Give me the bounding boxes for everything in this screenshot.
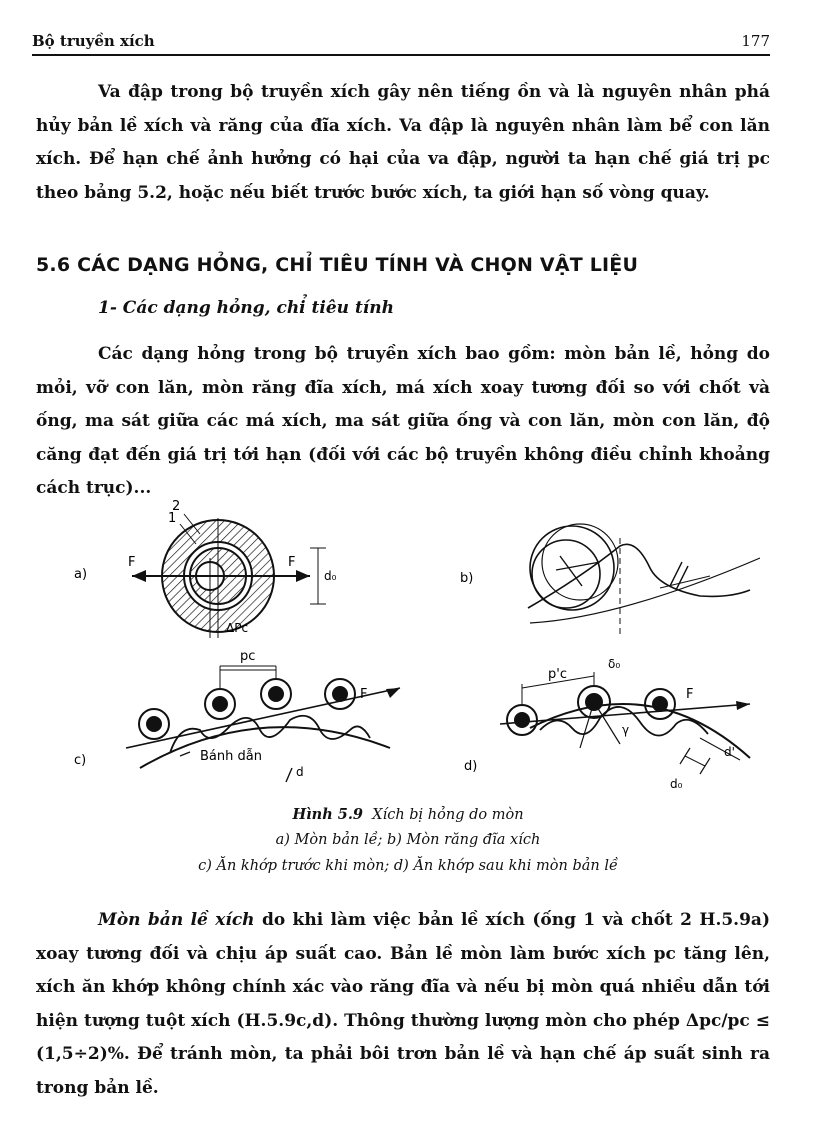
d-label-c: d <box>296 765 304 779</box>
figure-title: Xích bị hỏng do mòn <box>372 807 524 823</box>
section-heading: 5.6 CÁC DẠNG HỎNG, CHỈ TIÊU TÍNH VÀ CHỌN VẬT LIỆU <box>36 254 639 276</box>
driven-sprocket-label: Bánh dẫn <box>200 749 262 764</box>
hinge-wear-term: Mòn bản lề xích <box>98 910 255 930</box>
panel-b-drawing <box>528 524 760 638</box>
figure-5-9 <box>60 498 760 798</box>
page-number: 177 <box>741 32 770 50</box>
figure-caption-line2: a) Mòn bản lề; b) Mòn răng đĩa xích <box>275 832 541 848</box>
force-label-a-left: F <box>128 555 136 570</box>
panel-a-drawing <box>132 514 326 638</box>
failure-modes-paragraph <box>36 338 770 506</box>
panel-b-label: b) <box>460 571 474 586</box>
hinge-wear-text: do khi làm việc bản lề xích (ống 1 và chốt 2 H.5.9a) xoay tương đối và chịu áp suất cao. Bản lề mòn làm bước xích pc tăng lên, xích ăn khớp không chính xác vào răng đĩa và nếu bị mòn quá nhiều dẫn tới hiện tượng tuột xích (H.5.9c,d). Thông thường lượng mòn cho phép Δpc/pc ≤ (1,5÷2)%. Để tránh mòn, ta phải bôi trơn bản lề và hạn chế áp suất sinh ra trong bản lề. <box>36 910 770 1098</box>
d-prime-label: d' <box>724 745 735 759</box>
subsection-heading: 1- Các dạng hỏng, chỉ tiêu tính <box>98 298 394 318</box>
part-1-label: 1 <box>168 511 177 526</box>
intro-text: Va đập trong bộ truyền xích gây nên tiếng ồn và là nguyên nhân phá hủy bản lề xích và răng của đĩa xích. Va đập là nguyên nhân làm bể con lăn xích. Để hạn chế ảnh hưởng có hại của va đập, người ta hạn chế giá trị pc theo bảng 5.2, hoặc nếu biết trước bước xích, ta giới hạn số vòng quay. <box>36 82 770 203</box>
panel-d-label: d) <box>464 759 478 774</box>
gamma-label: γ <box>622 723 630 737</box>
page-header <box>32 30 770 56</box>
panel-c-drawing <box>126 666 400 782</box>
d0-prime-label: d₀ <box>670 777 683 791</box>
d0-label: d₀ <box>324 569 337 583</box>
hinge-wear-paragraph <box>36 904 770 1105</box>
figure-caption-line3: c) Ăn khớp trước khi mòn; d) Ăn khớp sau khi mòn bản lề <box>198 858 618 874</box>
figure-number: Hình 5.9 <box>292 806 364 823</box>
delta0-label: δ₀ <box>608 657 621 671</box>
part-2-label: 2 <box>172 499 181 514</box>
force-label-d: F <box>686 687 694 702</box>
failure-modes-text: Các dạng hỏng trong bộ truyền xích bao gồm: mòn bản lề, hỏng do mỏi, vỡ con lăn, mòn răng đĩa xích, má xích xoay tương đối so với chốt và ống, ma sát giữa các má xích, ma sát giữa ống và con lăn, mòn con lăn, độ căng đạt đến giá trị tới hạn (đối với các bộ truyền không điều chỉnh khoảng cách trục)... <box>36 344 770 498</box>
pc-label: pc <box>240 649 256 664</box>
panel-c-label: c) <box>74 753 87 768</box>
figure-caption-title <box>0 806 816 823</box>
force-label-c: F <box>360 687 368 702</box>
pc-prime-label: p'c <box>548 667 567 682</box>
running-title: Bộ truyền xích <box>32 32 155 50</box>
panel-a-label: a) <box>74 567 88 582</box>
delta-pc-label: ΔPc <box>226 621 249 635</box>
force-label-a-right: F <box>288 555 296 570</box>
figure-drawing <box>60 498 760 798</box>
intro-paragraph <box>36 76 770 210</box>
